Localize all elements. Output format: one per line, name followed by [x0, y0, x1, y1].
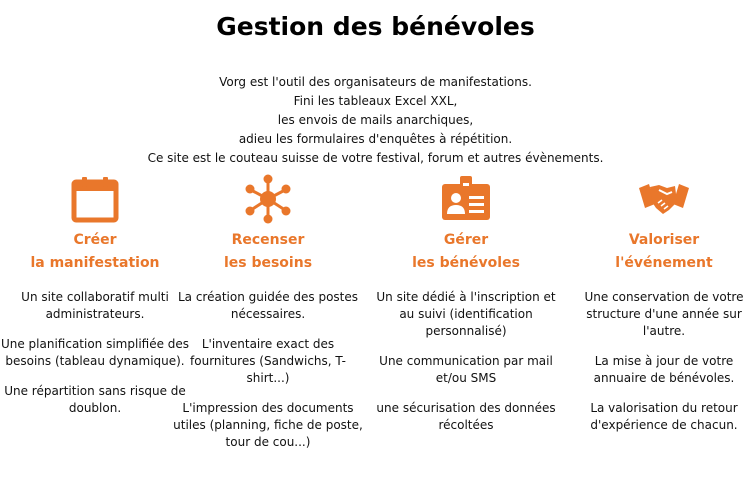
feature-description: Une conservation de votre structure d'une année sur l'autre. [584, 290, 744, 338]
feature-title-line: Gérer [443, 232, 489, 248]
feature-title [0, 229, 190, 275]
calendar-icon [0, 174, 190, 224]
feature-title-line: les bénévoles [412, 255, 520, 271]
page-title: Gestion des bénévoles [216, 12, 535, 41]
feature-title-line: Valoriser [628, 232, 700, 248]
intro-line: adieu les formulaires d'enquêtes à répétition. [238, 132, 513, 146]
feature-description: L'inventaire exact des fournitures (Sandwichs, T-shirt...) [190, 337, 346, 385]
intro-line: Vorg est l'outil des organisateurs de manifestations. [219, 75, 532, 89]
feature-title [371, 229, 561, 275]
feature-promote-event [569, 174, 751, 447]
feature-title-line: les besoins [223, 255, 313, 271]
feature-description: La valorisation du retour d'expérience de chacun. [590, 401, 738, 432]
feature-manage-volunteers [371, 174, 561, 447]
feature-title-line: l'événement [615, 255, 713, 271]
feature-description: L'impression des documents utiles (planning, fiche de poste, tour de cou...) [173, 401, 363, 449]
network-icon [173, 174, 363, 224]
intro-line: Ce site est le couteau suisse de votre festival, forum et autres évènements. [147, 151, 604, 165]
feature-description: Une répartition sans risque de doublon. [4, 384, 186, 415]
id-badge-icon [371, 174, 561, 224]
feature-title-line: Recenser [231, 232, 305, 248]
feature-title-line: Créer [73, 232, 117, 248]
feature-description: Un site collaboratif multi administrateurs. [21, 290, 169, 321]
feature-create-event [0, 174, 190, 430]
feature-title [569, 229, 751, 275]
intro-line: les envois de mails anarchiques, [277, 113, 474, 127]
feature-description: La création guidée des postes nécessaires. [177, 290, 359, 321]
feature-description: Une communication par mail et/ou SMS [379, 354, 553, 385]
features-row [0, 174, 751, 479]
feature-title [173, 229, 363, 275]
feature-description: Une planification simplifiée des besoins (tableau dynamique). [0, 337, 190, 368]
feature-identify-needs [173, 174, 363, 464]
feature-description: Un site dédié à l'inscription et au suivi (identification personnalisé) [376, 290, 556, 338]
feature-title-line: la manifestation [30, 255, 160, 271]
feature-description: une sécurisation des données récoltées [376, 401, 556, 432]
intro-text [0, 73, 751, 168]
intro-line: Fini les tableaux Excel XXL, [293, 94, 458, 108]
feature-description: La mise à jour de votre annuaire de bénévoles. [593, 354, 735, 385]
handshake-icon [569, 174, 751, 224]
